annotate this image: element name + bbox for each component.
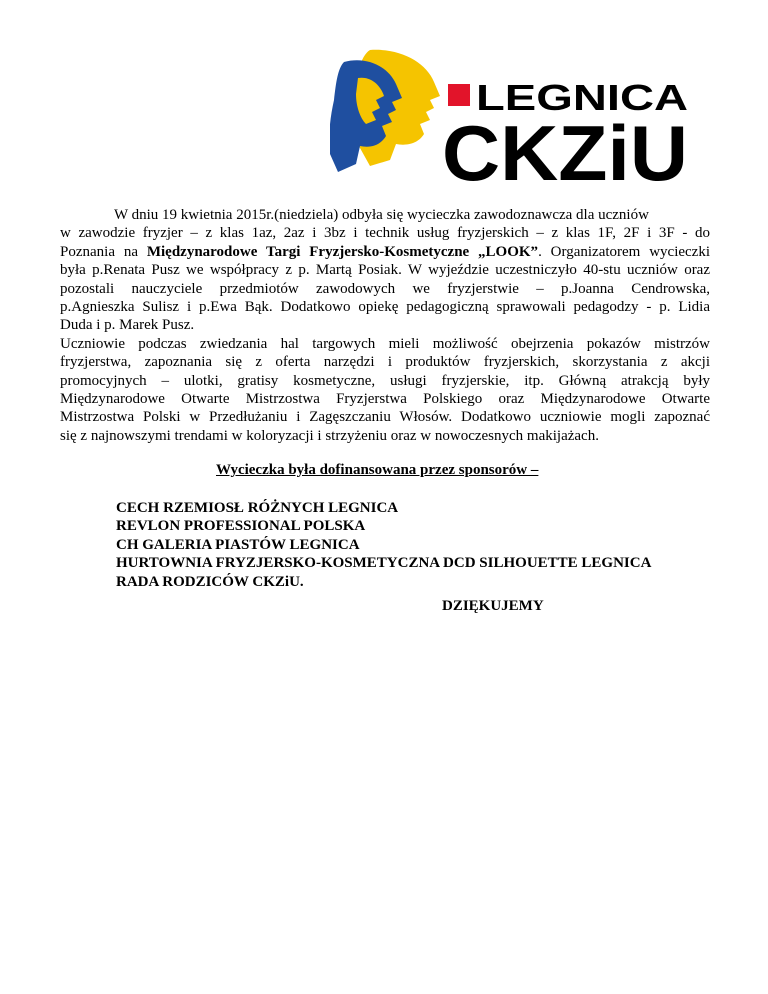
ckziu-logo xyxy=(330,48,700,188)
paragraph-2-line-4: Międzynarodowe Otwarte Mistrzostwa Fryzjerstwa Polskiego oraz Międzynarodowe Otwarte xyxy=(60,391,710,408)
paragraph-2-line-1: Uczniowie podczas zwiedzania hal targowych mieli możliwość obejrzenia pokazów mistrzów xyxy=(60,335,710,352)
sponsor-item: REVLON PROFESSIONAL POLSKA xyxy=(116,518,366,535)
paragraph-1-line-2: w zawodzie fryzjer – z klas 1az, 2az i 3bz i technik usług fryzjerskich – z klas 1F, 2F i 3F - do xyxy=(60,225,710,242)
article-body xyxy=(60,206,710,445)
paragraph-1-line-3: Poznania na Międzynarodowe Targi Fryzjersko-Kosmetyczne „LOOK”. Organizatorem wycieczki xyxy=(60,243,710,260)
closing-thanks: DZIĘKUJEMY xyxy=(442,598,544,614)
paragraph-1-line-7: Duda i p. Marek Pusz. xyxy=(60,317,195,334)
sponsor-list xyxy=(116,499,651,591)
logo-graphic xyxy=(330,48,700,188)
sponsor-item: HURTOWNIA FRYZJERSKO-KOSMETYCZNA DCD SILHOUETTE LEGNICA xyxy=(116,555,652,572)
paragraph-1-line-4: była p.Renata Pusz we współpracy z p. Martą Posiak. W wyjeździe uczestniczyło 40-stu uczniów oraz xyxy=(60,262,710,279)
paragraph-1-line-6: p.Agnieszka Sulisz i p.Ewa Bąk. Dodatkowo opiekę pedagogiczną sprawowali pedagodzy - p. Lidia xyxy=(60,299,710,316)
paragraph-1-line-5: pozostali nauczyciele przedmiotów zawodowych we fryzjerstwie – p.Joanna Cendrowska, xyxy=(60,280,710,297)
paragraph-2-line-5: Mistrzostwa Polski w Przedłużaniu i Zagęszczaniu Włosów. Dodatkowo uczniowie mogli zapoznać xyxy=(60,409,710,426)
red-square xyxy=(448,84,470,106)
paragraph-2-line-3: promocyjnych – ulotki, gratisy kosmetyczne, usługi fryzjerskie, itp. Główną atrakcją były xyxy=(60,372,710,389)
paragraph-2-line-2: fryzjerstwa, zapoznania się z oferta narzędzi i produktów fryzjerskich, skorzystania z akcji xyxy=(60,354,710,371)
article-paragraph-2 xyxy=(60,335,710,445)
fair-name: Międzynarodowe Targi Fryzjersko-Kosmetyczne „LOOK” xyxy=(146,243,539,260)
sponsor-item: CH GALERIA PIASTÓW LEGNICA xyxy=(116,536,360,553)
logo-city-text: LEGNICA xyxy=(476,77,689,118)
paragraph-1-line-1: W dniu 19 kwietnia 2015r.(niedziela) odbyła się wycieczka zawodoznawcza dla uczniów xyxy=(114,207,649,223)
sponsor-item: CECH RZEMIOSŁ RÓŻNYCH LEGNICA xyxy=(116,500,399,516)
article-paragraph-1 xyxy=(60,206,710,335)
sponsor-item: RADA RODZICÓW CKZiU. xyxy=(116,573,304,590)
paragraph-2-line-6: się z najnowszymi trendami w koloryzacji i strzyżeniu oraz w nowoczesnych makijażach. xyxy=(60,427,599,444)
logo-school-text: CKZiU xyxy=(442,109,688,188)
sponsors-heading: Wycieczka była dofinansowana przez sponsorów – xyxy=(216,462,539,478)
